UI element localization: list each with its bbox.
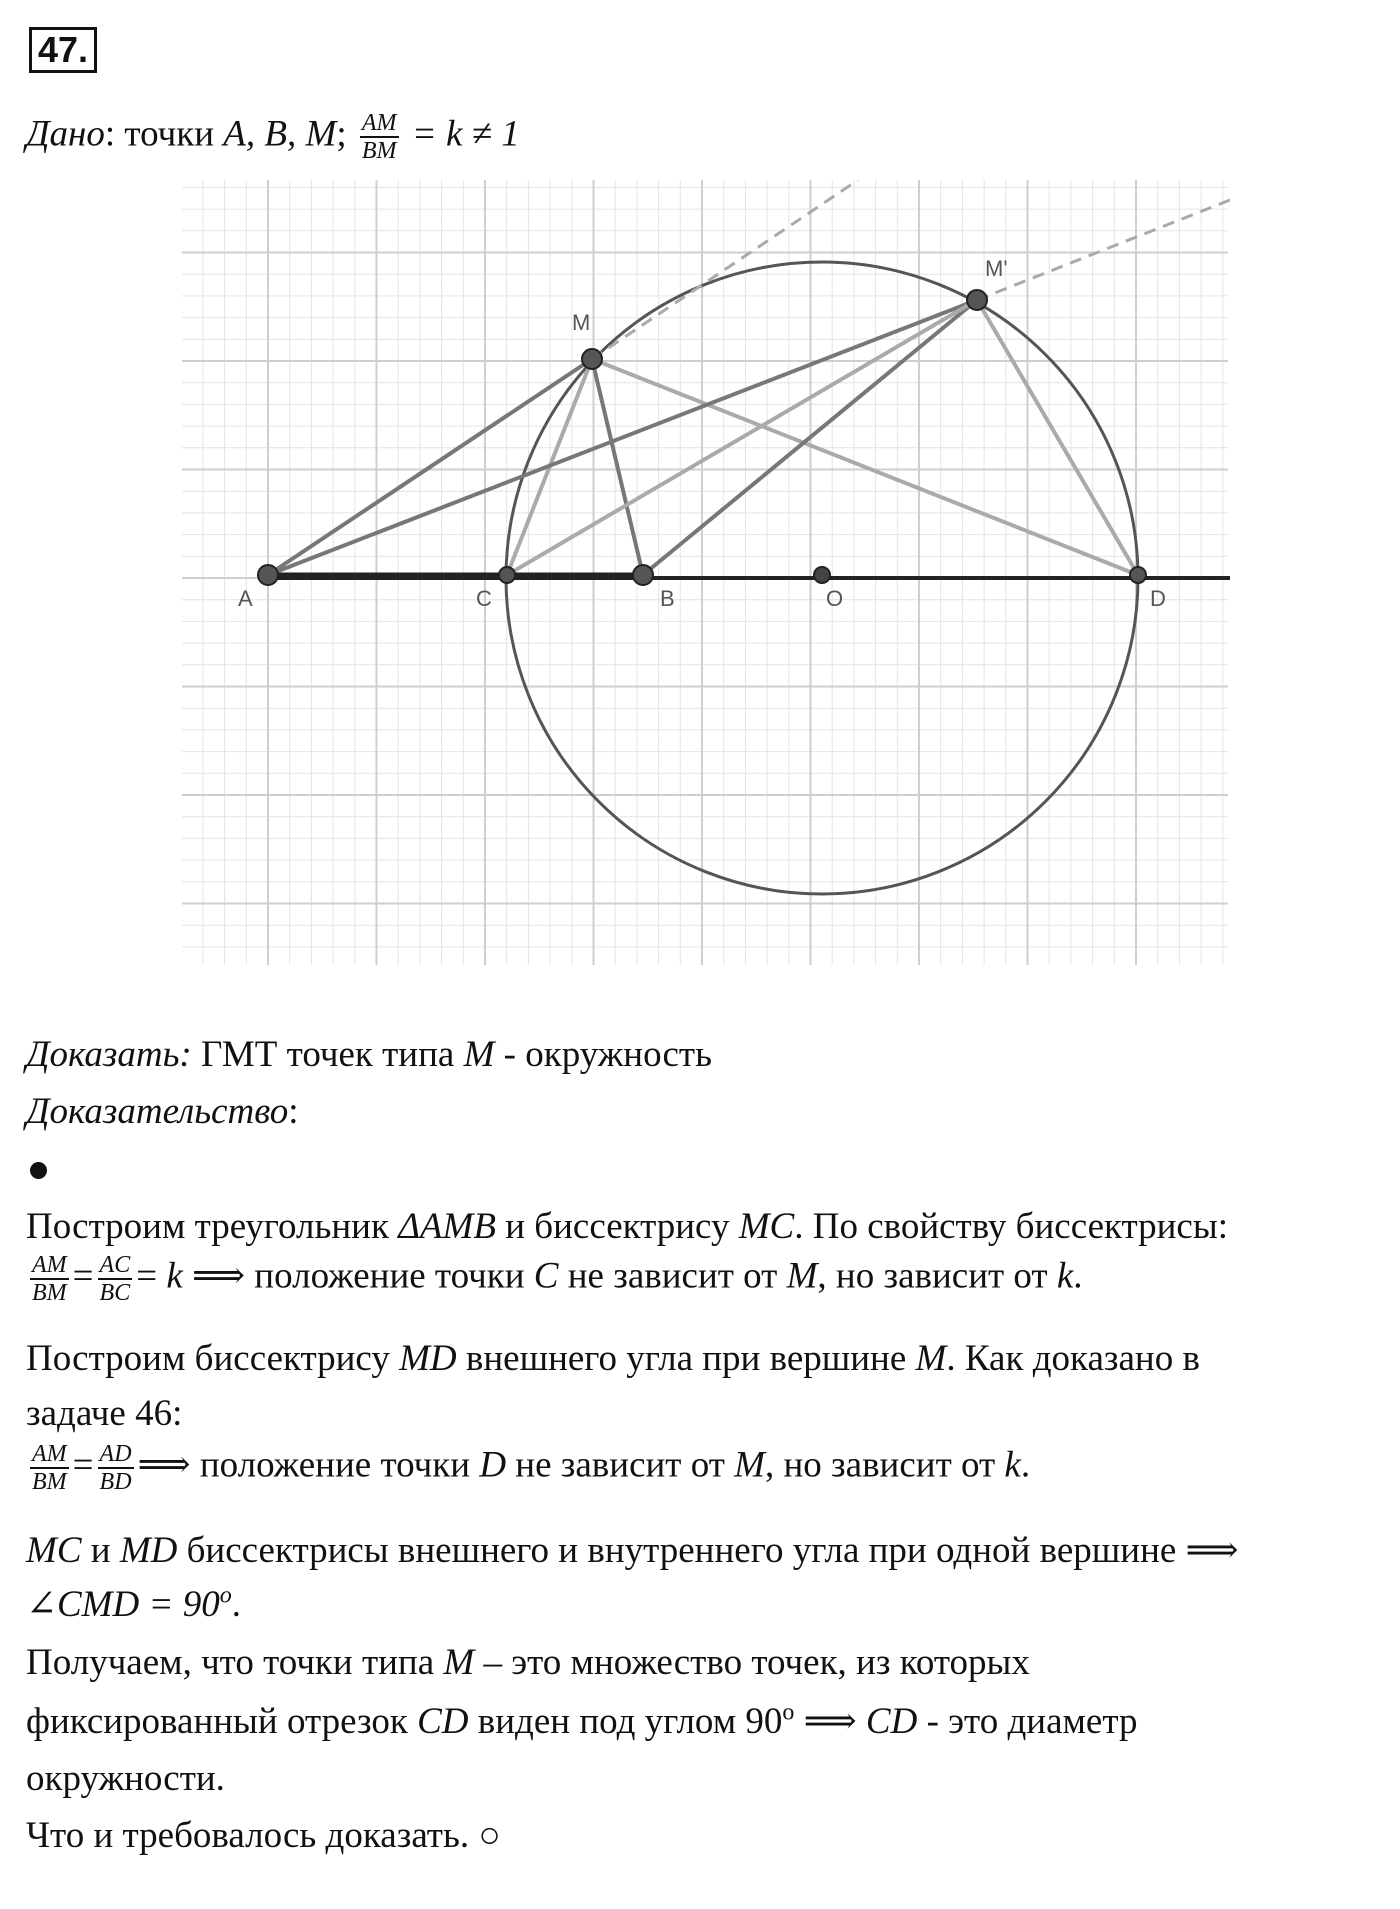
label-a: A [238, 586, 253, 611]
fraction-numerator: AM [32, 1441, 67, 1467]
bullet-point [30, 1162, 47, 1179]
proof-line-4 [26, 1392, 182, 1435]
math: M [786, 1255, 818, 1297]
math: ΔAMB [398, 1206, 496, 1247]
proof-colon: : [288, 1091, 299, 1132]
prove-line [26, 1033, 712, 1076]
proof-line-8 [26, 1641, 1030, 1684]
proof-heading [26, 1090, 299, 1133]
text: – это множество точек, из которых [474, 1642, 1030, 1683]
proof-line-1 [26, 1205, 1228, 1248]
given-points: A, B, M [223, 113, 337, 155]
degree: o [219, 1582, 232, 1609]
fraction-am-bm [30, 1441, 69, 1495]
math: MD [119, 1530, 178, 1571]
math: CD [417, 1701, 469, 1742]
point-m [582, 349, 602, 369]
point-o [814, 567, 830, 583]
point-c [499, 567, 515, 583]
text: фиксированный отрезок [26, 1701, 418, 1742]
text: виден под углом 90 [468, 1701, 783, 1742]
math: MD [399, 1338, 457, 1379]
prove-var: M [463, 1034, 495, 1075]
label-b: B [660, 586, 675, 611]
math: D [479, 1444, 507, 1486]
prove-text2: - окружность [494, 1034, 712, 1075]
proof-line-6 [26, 1528, 1239, 1572]
problem-number: 47. [29, 27, 97, 73]
text: . [231, 1584, 241, 1625]
fraction-numerator: AD [99, 1441, 132, 1467]
proof-line-2 [26, 1252, 1083, 1306]
math: k [1004, 1444, 1021, 1486]
math: k [1056, 1255, 1074, 1297]
fraction-numerator: AM [32, 1252, 67, 1278]
prove-label: Доказать: [26, 1034, 192, 1075]
text: . Как доказано в [946, 1338, 1200, 1379]
text: - это диаметр [917, 1701, 1138, 1742]
text: ⟹ [794, 1701, 866, 1742]
fraction-numerator: AC [99, 1252, 131, 1278]
text: Получаем, что точки типа [26, 1642, 444, 1683]
fraction-am-bm [30, 1252, 69, 1306]
proof-line-5 [26, 1441, 1030, 1495]
text: не зависит от [506, 1444, 735, 1486]
fraction-ad-bd [98, 1441, 134, 1495]
degree: o [782, 1699, 795, 1726]
math: C [533, 1255, 559, 1297]
given-line [26, 110, 520, 164]
text: биссектрисы внешнего и внутреннего угла при одной вершине ⟹ [177, 1530, 1239, 1571]
math: MC [738, 1206, 795, 1247]
proof-line-11 [26, 1814, 501, 1857]
text: окружности. [26, 1758, 225, 1799]
text: задаче 46: [26, 1393, 183, 1434]
text: внешнего угла при вершине [456, 1338, 916, 1379]
point-m-prime [967, 290, 987, 310]
fraction-denominator: BC [99, 1280, 131, 1306]
label-m-prime: M' [985, 256, 1008, 281]
text: , но зависит от [817, 1255, 1057, 1297]
text: и биссектрису [495, 1206, 739, 1247]
proof-line-9 [26, 1699, 1137, 1743]
text: , но зависит от [764, 1444, 1005, 1486]
label-c: C [476, 586, 492, 611]
text: и [81, 1530, 120, 1571]
math: M [915, 1338, 947, 1379]
point-b [633, 565, 653, 585]
given-fraction [360, 110, 399, 164]
text: Построим биссектрису [26, 1338, 400, 1379]
text: ⟹ положение точки [137, 1444, 480, 1486]
given-tail: = k ≠ 1 [411, 113, 520, 155]
text: не зависит от [558, 1255, 787, 1297]
dashed-extension-m2 [977, 200, 1230, 300]
math: CD [865, 1701, 918, 1742]
segment-mb [592, 359, 643, 575]
fraction-numerator: AM [361, 110, 397, 136]
fraction-ac-bc [98, 1252, 133, 1306]
proof-line-3 [26, 1337, 1200, 1380]
label-o: O [826, 586, 844, 611]
given-label: Дано [26, 113, 105, 155]
equals: = [72, 1255, 94, 1297]
text: = [136, 1255, 167, 1297]
math: M [443, 1642, 475, 1683]
point-a [258, 565, 278, 585]
dashed-extension-m [592, 180, 858, 359]
math: M [734, 1444, 765, 1486]
fraction-denominator: BD [99, 1469, 132, 1495]
prove-text1: ГМТ точек типа [191, 1034, 464, 1075]
label-m: M [572, 310, 591, 335]
given-text: : точки [104, 113, 224, 155]
text: . [1073, 1255, 1083, 1297]
segment-m2c [507, 300, 977, 575]
math: k [166, 1255, 183, 1297]
text: ⟹ положение точки [182, 1255, 534, 1297]
text: Построим треугольник [26, 1206, 399, 1247]
proof-line-7 [26, 1582, 241, 1626]
math: MC [26, 1530, 82, 1571]
label-d: D [1150, 586, 1166, 611]
proof-line-10 [26, 1757, 225, 1800]
math: ∠CMD = 90 [26, 1584, 220, 1625]
point-d [1130, 567, 1146, 583]
equals: = [72, 1444, 94, 1486]
text: . По свойству биссектрисы: [794, 1206, 1228, 1247]
fraction-denominator: BM [361, 138, 397, 164]
fraction-denominator: BM [32, 1469, 67, 1495]
geometry-figure [180, 180, 1230, 970]
proof-label: Доказательство [26, 1091, 289, 1132]
fraction-denominator: BM [32, 1280, 67, 1306]
segment-am2 [268, 300, 977, 575]
text: Что и требовалось доказать. ○ [26, 1815, 501, 1856]
text: . [1020, 1444, 1031, 1486]
given-sep: ; [336, 113, 347, 155]
